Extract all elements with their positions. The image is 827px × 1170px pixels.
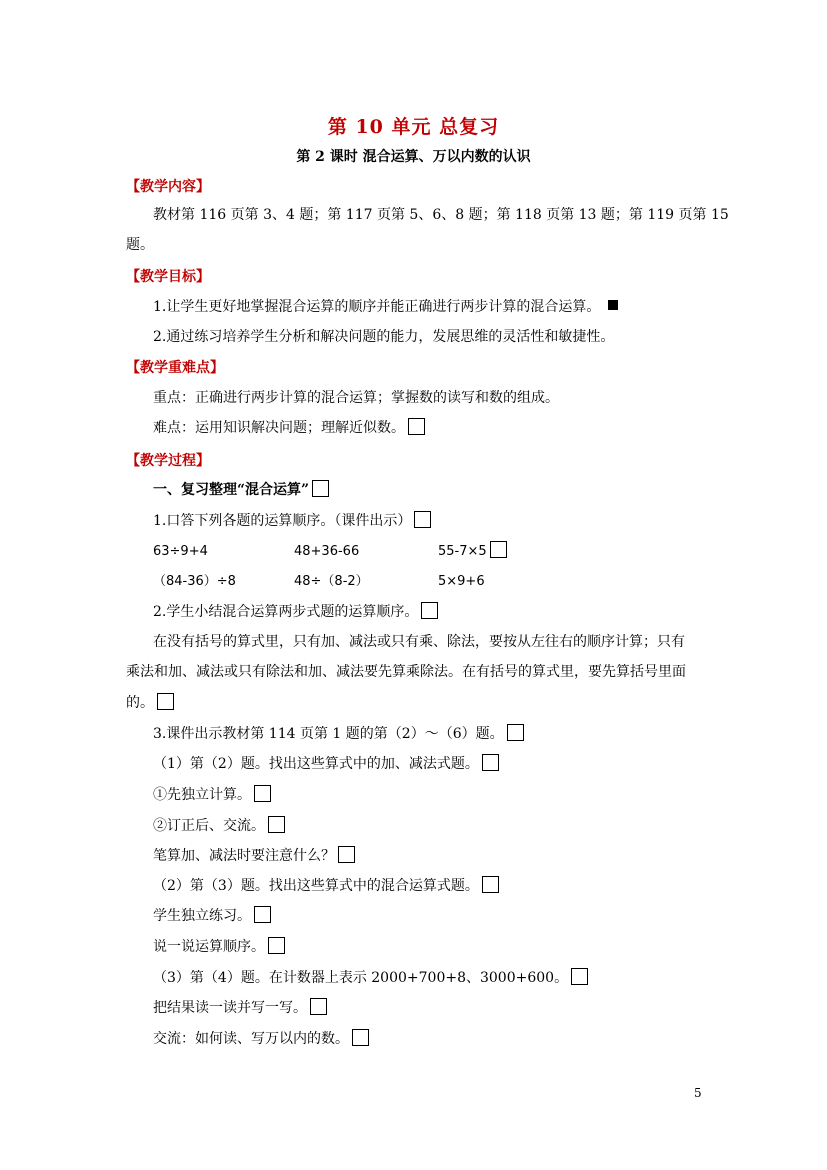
process-sub-2-text: （2）第（3）题。找出这些算式中的混合运算式题。 (153, 878, 479, 894)
checkbox-icon[interactable] (157, 693, 174, 710)
expr-row-2-col-2: 48÷（8-2） (294, 574, 369, 589)
expr-row-2-col-3: 5×9+6 (438, 574, 485, 589)
process-sub-2 (153, 876, 499, 896)
process-sub-3 (153, 968, 588, 988)
goal-2: 2.通过练习培养学生分析和解决问题的能力，发展思维的灵活性和敏捷性。 (153, 329, 615, 345)
checkbox-icon[interactable] (254, 785, 271, 802)
process-para-3-text: 的。 (126, 695, 154, 711)
process-sub-1a-text: ①先独立计算。 (153, 787, 251, 803)
checkbox-icon[interactable] (408, 418, 425, 435)
process-sub-1c (153, 846, 355, 866)
checkbox-icon[interactable] (254, 906, 271, 923)
process-sub-3a-text: 把结果读一读并写一写。 (153, 1000, 307, 1016)
content-text-line-2: 题。 (126, 237, 154, 253)
process-sub-2b (153, 937, 285, 957)
process-heading-1-text: 一、复习整理“混合运算” (153, 482, 310, 498)
checkbox-icon[interactable] (268, 816, 285, 833)
expr-row-1-col-3 (438, 542, 507, 562)
process-sub-1 (153, 754, 499, 774)
page-number: 5 (694, 1086, 702, 1100)
expr-row-1-col-1: 63÷9+4 (153, 544, 208, 559)
checkbox-icon[interactable] (482, 876, 499, 893)
filled-square-icon (608, 300, 618, 310)
process-para-3 (126, 693, 174, 713)
process-sub-1a (153, 785, 271, 805)
process-para-1: 在没有括号的算式里，只有加、减法或只有乘、除法，要按从左往右的顺序计算；只有 (153, 634, 685, 650)
process-sub-3a (153, 998, 327, 1018)
process-sub-3b-text: 交流：如何读、写万以内的数。 (153, 1031, 349, 1047)
section-teaching-goals: 【教学目标】 (126, 269, 210, 285)
process-sub-1b-text: ②订正后、交流。 (153, 818, 265, 834)
checkbox-icon[interactable] (490, 541, 507, 558)
goal-1-text: 1.让学生更好地掌握混合运算的顺序并能正确进行两步计算的混合运算。 (153, 299, 601, 315)
process-item-2 (153, 602, 438, 622)
page-subtitle: 第 2 课时 混合运算、万以内数的认识 (296, 149, 531, 165)
difficult-point (153, 418, 425, 438)
checkbox-icon[interactable] (338, 846, 355, 863)
process-para-2: 乘法和加、减法或只有除法和加、减法要先算乘除法。在有括号的算式里，要先算括号里面 (126, 664, 686, 680)
section-teaching-process: 【教学过程】 (126, 453, 210, 469)
checkbox-icon[interactable] (421, 602, 438, 619)
process-item-3 (153, 724, 524, 744)
section-key-points: 【教学重难点】 (126, 360, 224, 376)
process-sub-3-text: （3）第（4）题。在计数器上表示 2000+700+8、3000+600。 (153, 970, 569, 986)
checkbox-icon[interactable] (268, 937, 285, 954)
checkbox-icon[interactable] (507, 724, 524, 741)
checkbox-icon[interactable] (414, 511, 431, 528)
process-sub-3b (153, 1029, 369, 1049)
goal-1 (153, 297, 618, 317)
process-sub-2b-text: 说一说运算顺序。 (153, 939, 265, 955)
checkbox-icon[interactable] (310, 998, 327, 1015)
process-item-2-text: 2.学生小结混合运算两步式题的运算顺序。 (153, 604, 419, 620)
expr-row-2-col-1: （84-36）÷8 (153, 574, 236, 589)
difficult-point-text: 难点：运用知识解决问题；理解近似数。 (153, 420, 405, 436)
process-sub-2a (153, 906, 271, 926)
checkbox-icon[interactable] (482, 754, 499, 771)
checkbox-icon[interactable] (571, 968, 588, 985)
content-text-line-1: 教材第 116 页第 3、4 题；第 117 页第 5、6、8 题；第 118 页第 13 题；第 119 页第 15 (153, 207, 729, 223)
process-sub-2a-text: 学生独立练习。 (153, 908, 251, 924)
process-item-1 (153, 511, 431, 531)
process-sub-1-text: （1）第（2）题。找出这些算式中的加、减法式题。 (153, 756, 479, 772)
process-item-3-text: 3.课件出示教材第 114 页第 1 题的第（2）～（6）题。 (153, 726, 504, 742)
expr-row-1-col-2: 48+36-66 (294, 544, 360, 559)
checkbox-icon[interactable] (352, 1029, 369, 1046)
process-heading-1 (153, 480, 329, 500)
section-teaching-content: 【教学内容】 (126, 179, 210, 195)
process-sub-1c-text: 笔算加、减法时要注意什么？ (153, 848, 335, 864)
expr-row-1-col-3-text: 55-7×5 (438, 544, 487, 559)
process-item-1-text: 1.口答下列各题的运算顺序。（课件出示） (153, 513, 412, 529)
checkbox-icon[interactable] (312, 480, 329, 497)
process-sub-1b (153, 816, 285, 836)
page-title: 第 10 单元 总复习 (327, 116, 500, 138)
key-point: 重点：正确进行两步计算的混合运算；掌握数的读写和数的组成。 (153, 390, 559, 406)
